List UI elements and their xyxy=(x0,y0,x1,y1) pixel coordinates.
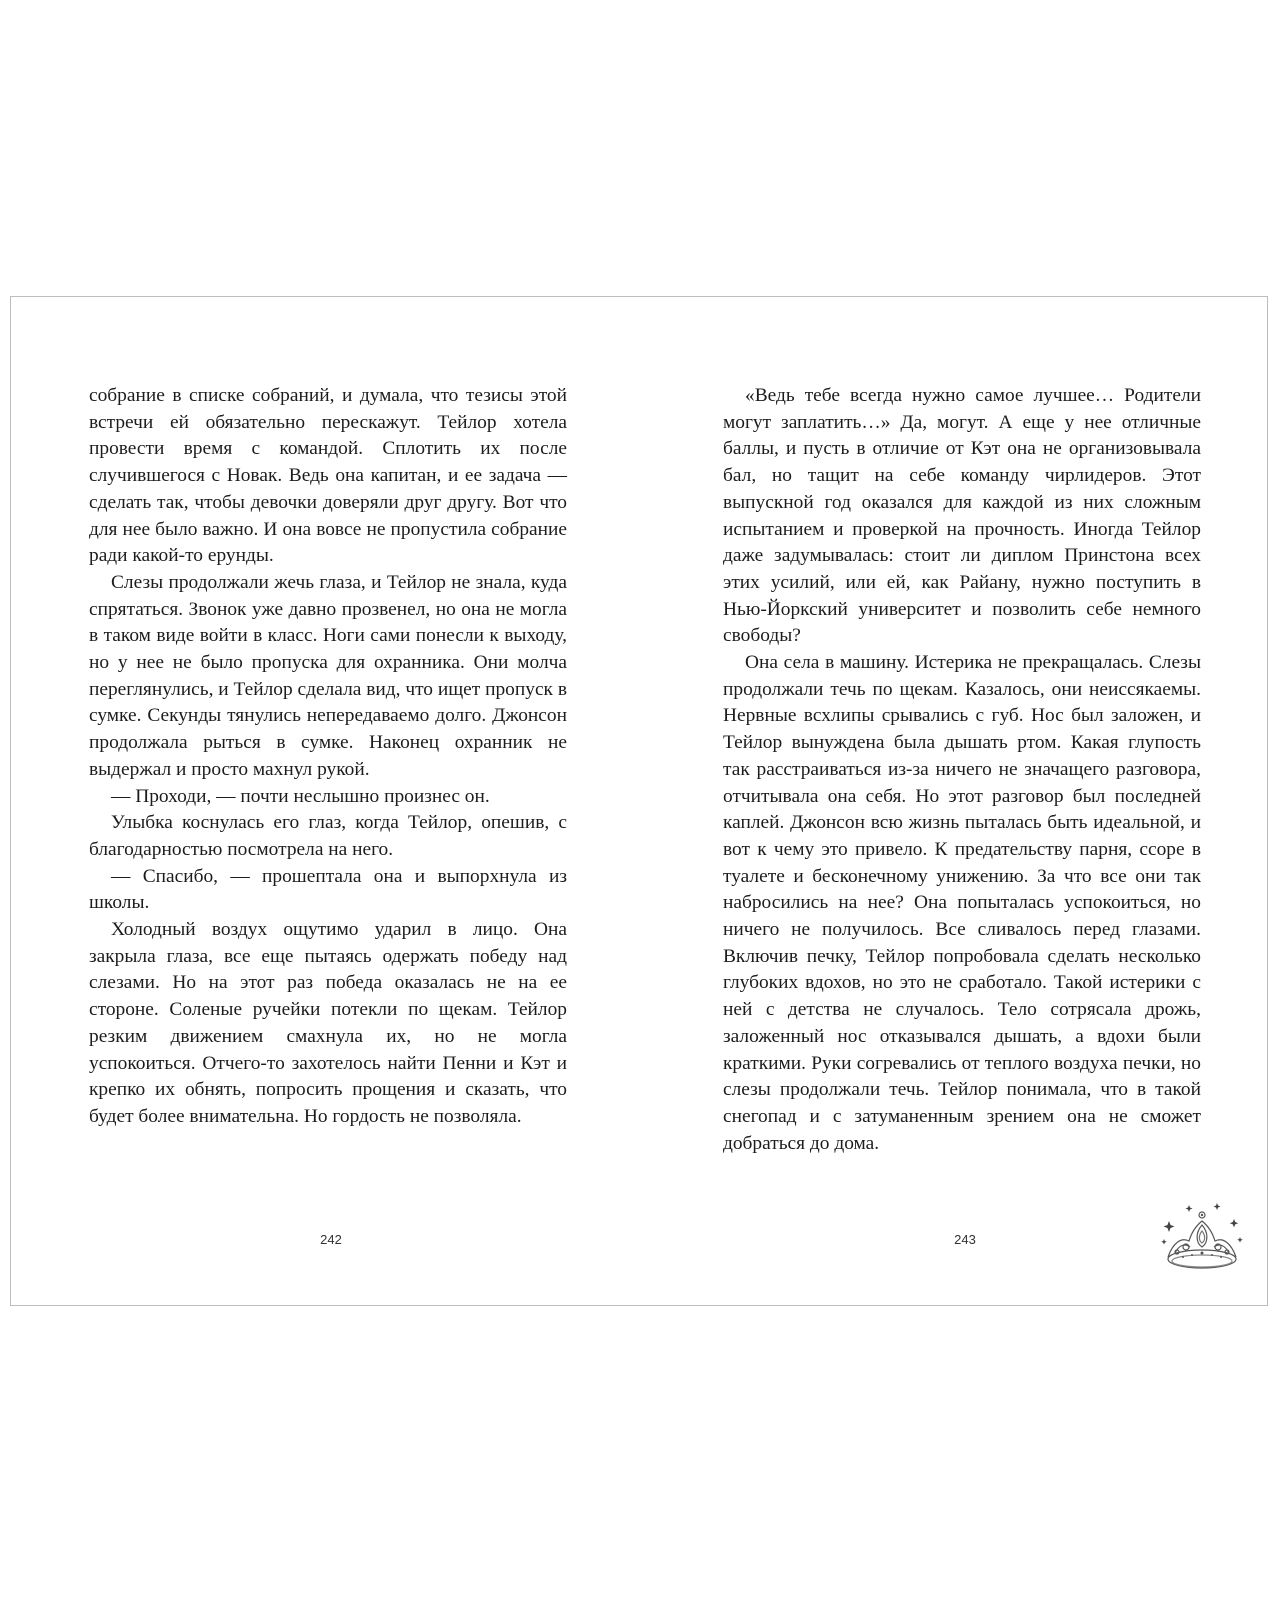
paragraph: — Спасибо, — прошептала она и выпорхнула из школы. xyxy=(89,865,567,914)
book-spread xyxy=(10,296,1268,1306)
paragraph: Слезы продолжали жечь глаза, и Тейлор не знала, куда спрятаться. Звонок уже давно прозвенел, но она не могла в таком виде войти в класс. Ноги сами понесли к выходу, но у нее не было пропуска для охранника. Они молча переглянулись, и Тейлор сделала вид, что ищет пропуск в сумке. Секунды тянулись непередаваемо долго. Джонсон продолжала рыться в сумке. Наконец охранник не выдержал и просто махнул рукой. xyxy=(89,571,567,780)
paragraph: собрание в списке собраний, и думала, что тезисы этой встречи ей обязательно перескажут. Тейлор хотела провести время с командой. Сплотить их после случившегося с Новак. Ведь она капитан, и ее задача — сделать так, чтобы девочки доверяли друг другу. Вот что для нее было важно. И она вовсе не пропустила собрание ради какой-то ерунды. xyxy=(89,385,567,567)
paragraph: — Проходи, — почти неслышно произнес он. xyxy=(111,785,490,807)
right-page-text xyxy=(723,383,1201,1157)
tiara-icon xyxy=(1159,1197,1245,1277)
paragraph: Улыбка коснулась его глаз, когда Тейлор, опешив, с благодарностью посмотрела на него. xyxy=(89,812,567,860)
paragraph: Холодный воздух ощутимо ударил в лицо. Она закрыла глаза, все еще пытаясь одержать победу над слезами. Но на этот раз победа оказалась не на ее стороне. Соленые ручейки потекли по щекам. Тейлор резким движением смахнула их, но не могла успокоиться. Отчего-то захотелось найти Пенни и Кэт и крепко их обнять, попросить прощения и сказать, что будет более внимательна. Но гордость не позволяла. xyxy=(89,919,567,1127)
left-page-text xyxy=(89,383,567,1131)
page-number-left: 242 xyxy=(320,1232,342,1247)
paragraph: «Ведь тебе всегда нужно самое лучшее… Родители могут заплатить…» Да, могут. А еще у нее отличные баллы, и пусть в отличие от Кэт она не организовывала бал, но тащит на себе команду чирлидеров. Этот выпускной год оказался для каждой из них сложным испытанием и проверкой на прочность. Иногда Тейлор даже задумывалась: стоит ли диплом Принстона всех этих усилий, или ей, как Райану, нужно поступить в Нью-Йоркский университет и позволить себе немного свободы? xyxy=(723,385,1201,647)
page-number-right: 243 xyxy=(954,1232,976,1247)
paragraph: Она села в машину. Истерика не прекращалась. Слезы продолжали течь по щекам. Казалось, они неиссякаемы. Нервные всхлипы срывались с губ. Нос был заложен, и Тейлор вынуждена была дышать ртом. Какая глупость так расстраиваться из-за ничего не значащего разговора, отчитывала она себя. Но этот разговор был последней каплей. Джонсон всю жизнь пыталась быть идеальной, и вот к чему это привело. К предательству парня, ссоре в туалете и бесконечному унижению. За что все они так набросились на нее? Она попыталась успокоиться, но ничего не получилось. Все сливалось перед глазами. Включив печку, Тейлор попробовала сделать несколько глубоких вдохов, но это не сработало. Такой истерики с ней с детства не случалось. Тело сотрясала дрожь, заложенный нос отказывался дышать, а вдохи были краткими. Руки согревались от теплого воздуха печки, но слезы продолжали течь. Тейлор понимала, что в такой снегопад и с затуманенным зрением она не сможет добраться до дома. xyxy=(723,652,1201,1154)
